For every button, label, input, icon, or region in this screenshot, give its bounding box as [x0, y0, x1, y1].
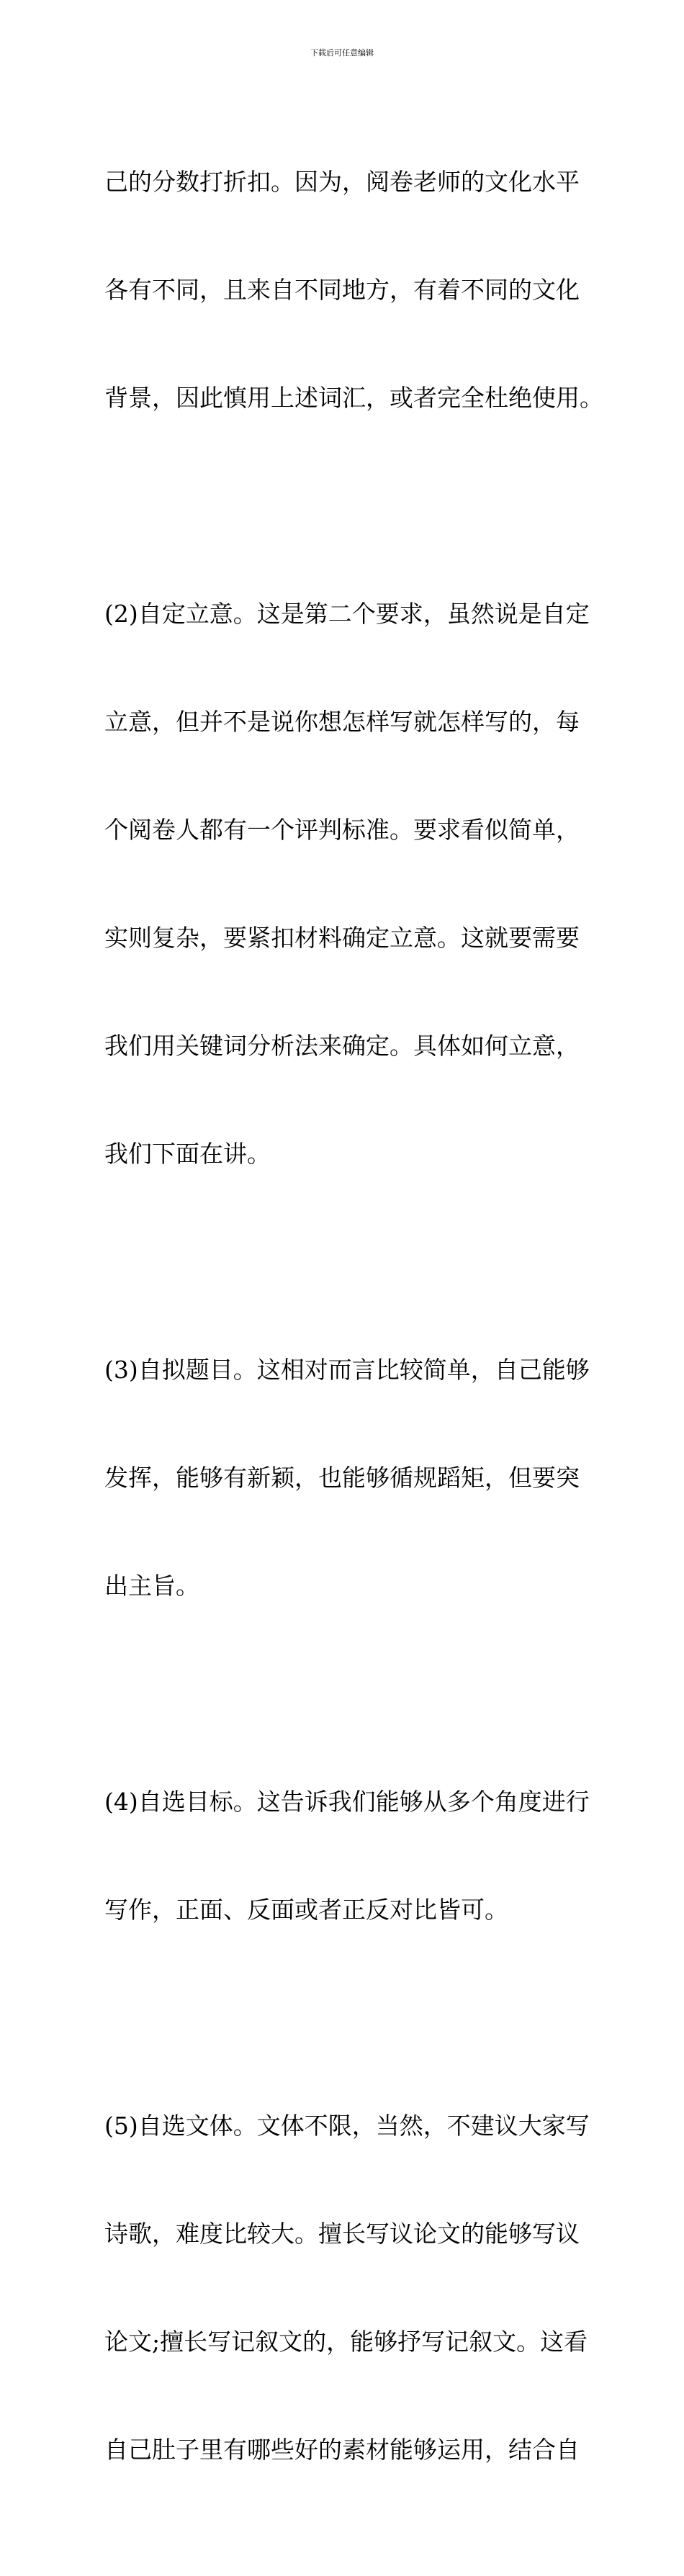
paragraph-1	[104, 92, 603, 488]
text-line: 我们用关键词分析法来确定。具体如何立意，	[104, 1032, 580, 1060]
page-header: 下载后可任意编辑	[310, 48, 374, 58]
text-line: 出主旨。	[104, 1572, 199, 1600]
text-line: 各有不同，且来自不同地方，有着不同的文化	[104, 276, 580, 304]
text-line: 诗歌，难度比较大。擅长写议论文的能够写议	[104, 2220, 580, 2248]
text-line: (3)自拟题目。这相对而言比较简单，自己能够	[104, 1356, 590, 1384]
paragraph-2	[104, 524, 590, 1244]
text-line: 背景，因此慎用上述词汇，或者完全杜绝使用。	[104, 384, 603, 412]
text-line: 自己肚子里有哪些好的素材能够运用，结合自	[104, 2436, 580, 2464]
text-line: (5)自选文体。文体不限，当然，不建议大家写	[104, 2112, 590, 2140]
paragraph-5	[104, 2036, 590, 2540]
text-line: (2)自定立意。这是第二个要求，虽然说是自定	[104, 600, 590, 628]
text-line: 个阅卷人都有一个评判标准。要求看似简单，	[104, 816, 580, 844]
text-line: 己的分数打折扣。因为，阅卷老师的文化水平	[104, 168, 580, 196]
text-line: 我们下面在讲。	[104, 1140, 271, 1168]
text-line: 发挥，能够有新颖，也能够循规蹈矩，但要突	[104, 1464, 580, 1492]
text-line: 立意，但并不是说你想怎样写就怎样写的，每	[104, 708, 580, 736]
text-line: (4)自选目标。这告诉我们能够从多个角度进行	[104, 1788, 590, 1816]
document-body	[104, 92, 603, 2576]
paragraph-3	[104, 1280, 590, 1676]
text-line: 写作，正面、反面或者正反对比皆可。	[104, 1896, 508, 1924]
text-line: 实则复杂，要紧扣材料确定立意。这就要需要	[104, 924, 580, 952]
text-line: 论文;擅长写记叙文的，能够抒写记叙文。这看	[104, 2328, 588, 2356]
paragraph-4	[104, 1712, 590, 2000]
